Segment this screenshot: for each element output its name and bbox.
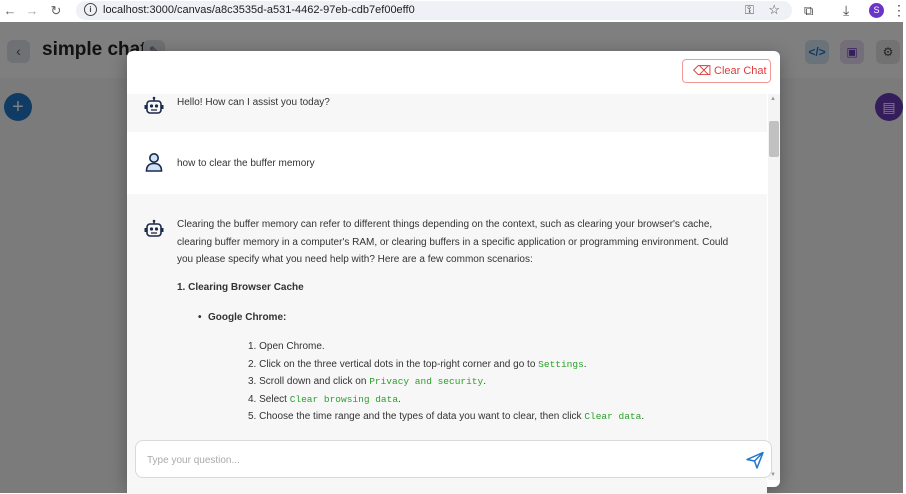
step-number: 1.	[248, 341, 257, 352]
site-info-icon[interactable]: i	[84, 3, 97, 16]
section-heading: 1. Clearing Browser Cache	[177, 282, 304, 293]
scroll-up-arrow-icon[interactable]: ▲	[770, 96, 776, 102]
message-text: Clearing the buffer memory can refer to different things depending on the context, such as clearing your browser's cache, clearing buffer memory in a computer's RAM, or clearing buffers in a specific application or programming environment. Could you please specify what you need help with? Here are a few common scenarios:	[177, 219, 729, 266]
bullet-heading	[198, 309, 778, 327]
bullet-dot: •	[198, 312, 202, 323]
question-input-box	[135, 440, 772, 478]
step-text-end: .	[583, 358, 587, 370]
send-icon[interactable]	[745, 450, 765, 470]
bookmark-star-icon[interactable]: ☆	[768, 2, 780, 17]
list-item	[248, 391, 748, 409]
bullet-text: Google Chrome:	[208, 312, 287, 323]
step-text: Choose the time range and the types of data you want to clear, then click	[259, 411, 585, 423]
url-text: localhost:3000/canvas/a8c3535d-a531-4462-97eb-cdb7ef00eff0	[103, 4, 415, 16]
step-number: 4.	[248, 393, 257, 405]
user-avatar-icon	[143, 151, 165, 173]
steps-list	[248, 338, 748, 426]
message-bot	[127, 94, 767, 132]
step-number: 2.	[248, 358, 257, 370]
step-text: Click on the three vertical dots in the top-right corner and go to	[259, 358, 539, 370]
chat-dialog	[127, 51, 780, 487]
eraser-icon: ⌫	[693, 63, 712, 78]
code-privacy: Privacy and security	[369, 376, 484, 388]
step-text-end: .	[483, 376, 486, 388]
step-text: Select	[259, 393, 290, 405]
robot-avatar-icon	[143, 219, 165, 241]
step-text: Open Chrome.	[259, 341, 325, 352]
clear-chat-label: Clear Chat	[714, 65, 767, 77]
download-icon[interactable]: ⤓	[843, 2, 850, 18]
list-item	[248, 373, 748, 391]
scrollbar-thumb[interactable]	[769, 121, 779, 157]
step-text: Scroll down and click on	[259, 376, 370, 388]
code-clear-browsing: Clear browsing data	[289, 393, 399, 405]
question-input[interactable]	[145, 450, 729, 470]
list-item	[248, 356, 748, 374]
message-list	[127, 94, 767, 480]
message-text: Hello! How can I assist you today?	[177, 97, 330, 108]
message-user	[127, 132, 767, 194]
password-key-icon[interactable]: ⚿	[744, 3, 754, 17]
reload-icon[interactable]: ↻	[50, 3, 62, 18]
scroll-down-arrow-icon[interactable]: ▼	[770, 472, 776, 478]
profile-avatar[interactable]: S	[869, 3, 884, 18]
list-item	[248, 408, 748, 426]
browser-menu-icon[interactable]: ⋮	[892, 2, 906, 18]
code-settings: Settings	[538, 358, 584, 370]
browser-toolbar	[0, 0, 906, 23]
step-number: 3.	[248, 376, 257, 388]
forward-arrow-icon[interactable]: →	[25, 3, 39, 18]
message-text: how to clear the buffer memory	[177, 158, 315, 169]
extensions-icon[interactable]: ⧉	[804, 3, 814, 18]
code-clear-data: Clear data	[584, 411, 642, 423]
step-text-end: .	[398, 393, 401, 405]
clear-chat-button[interactable]	[682, 59, 771, 83]
step-text-end: .	[641, 411, 645, 423]
address-bar[interactable]	[76, 1, 792, 20]
step-number: 5.	[248, 411, 257, 423]
list-item	[248, 338, 748, 356]
back-arrow-icon[interactable]: ←	[3, 3, 17, 18]
robot-avatar-icon	[143, 96, 165, 118]
